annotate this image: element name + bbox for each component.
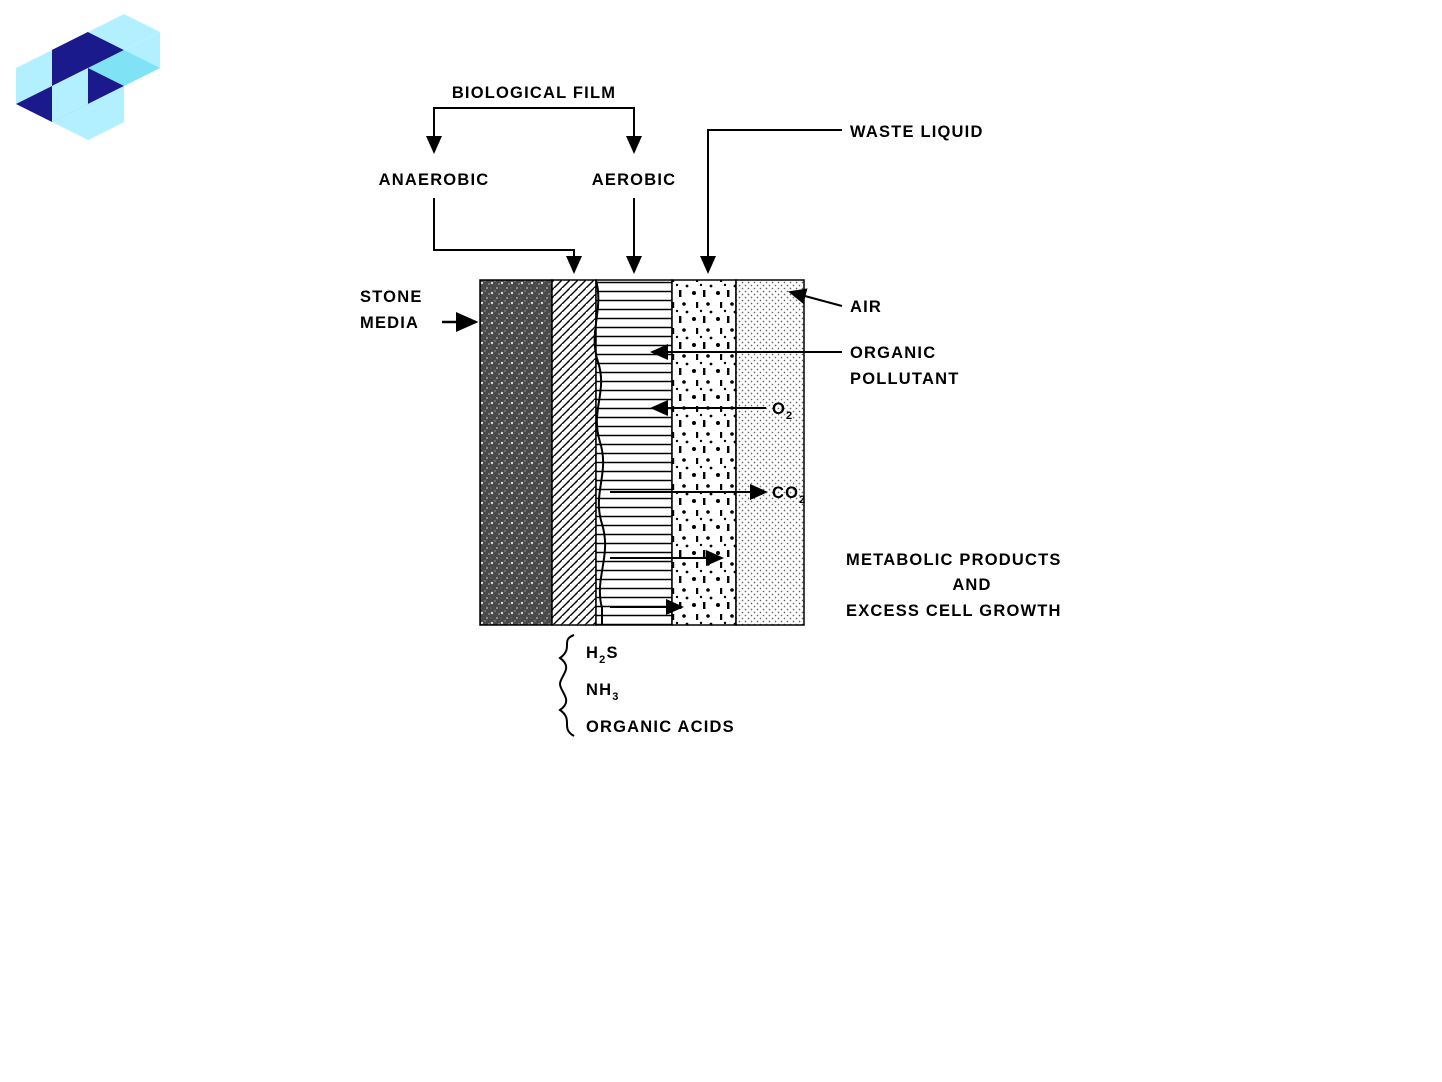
cube-logo-svg [14, 10, 164, 140]
layer-anaerobic-film [552, 280, 596, 625]
label-waste-liquid: WASTE LIQUID [850, 123, 984, 141]
cube-logo [14, 10, 164, 140]
label-organic-pollutant-line1: ORGANIC [850, 344, 937, 362]
biological-film-diagram [330, 80, 1130, 760]
label-oxygen: $O_2$ [772, 400, 794, 422]
arrow-waste-liquid [708, 130, 842, 272]
layer-waste-liquid [672, 280, 736, 625]
label-anaerobic: ANAEROBIC [378, 171, 490, 189]
label-carbon-dioxide: $CO_2$ [772, 484, 807, 506]
label-aerobic: AEROBIC [591, 171, 677, 189]
arrow-anaerobic-to-layer [434, 198, 574, 272]
label-biological-film: BIOLOGICAL FILM [451, 84, 617, 102]
layer-stone-media [480, 280, 552, 625]
diagram-svg [330, 80, 1130, 760]
label-metabolic-line2: AND [952, 576, 992, 594]
label-stone-media-line2: MEDIA [360, 314, 420, 332]
label-metabolic-line1: METABOLIC PRODUCTS [846, 551, 1062, 569]
layer-air [736, 280, 807, 625]
label-organic-pollutant-line2: POLLUTANT [850, 370, 960, 388]
byproducts-brace [560, 635, 574, 736]
label-byproduct-h2s: $H_2S$ [586, 644, 619, 666]
label-metabolic-line3: EXCESS CELL GROWTH [846, 602, 1062, 620]
label-stone-media-line1: STONE [360, 288, 423, 306]
label-byproduct-organic-acids: ORGANIC ACIDS [586, 718, 735, 736]
layer-aerobic-film [596, 280, 672, 625]
label-air: AIR [850, 298, 883, 316]
label-byproduct-nh3: $NH_3$ [586, 681, 620, 703]
biological-film-bracket [434, 108, 634, 120]
